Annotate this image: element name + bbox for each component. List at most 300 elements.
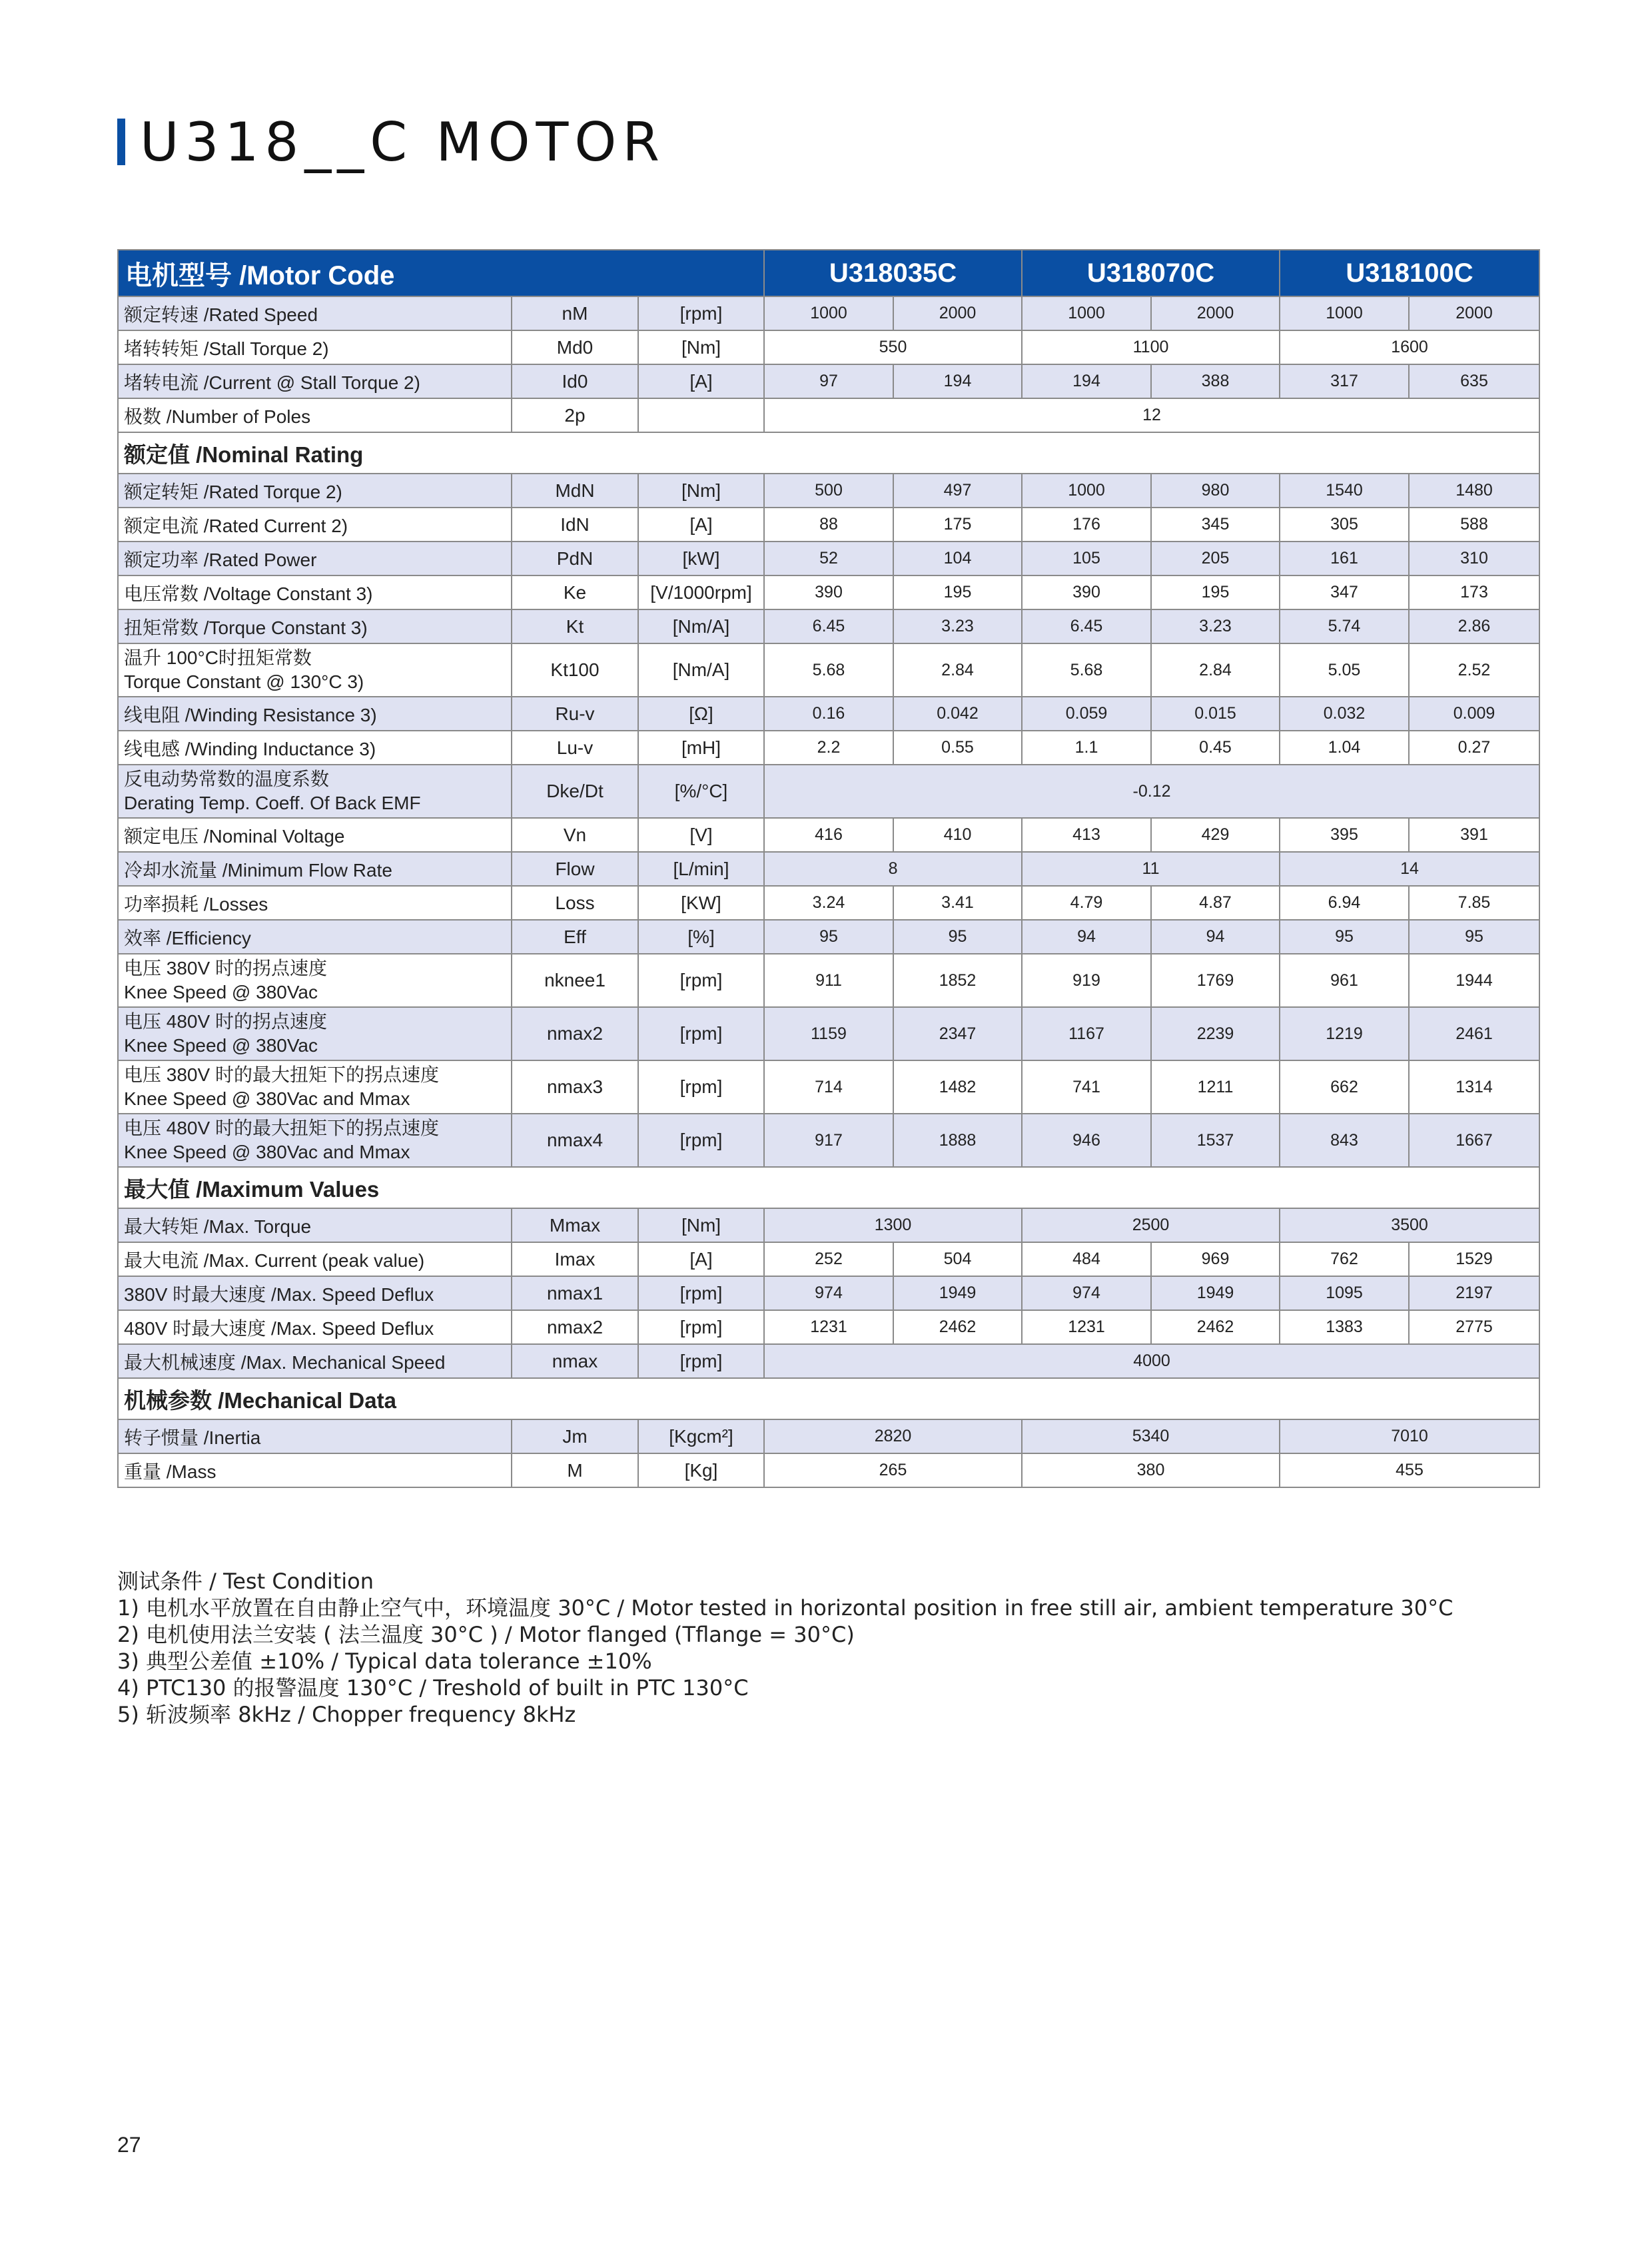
value-cell: 969 xyxy=(1151,1242,1280,1276)
parameter-label-text: 额定转速 /Rated Speed xyxy=(124,304,318,325)
value-cell: 5.74 xyxy=(1280,609,1409,643)
value-cell: 2.84 xyxy=(1151,643,1280,697)
value-cell: 195 xyxy=(893,575,1022,609)
symbol-cell: Eff xyxy=(512,920,638,954)
value-cell: 97 xyxy=(764,364,893,398)
value-cell: 95 xyxy=(893,920,1022,954)
value-cell: 1000 xyxy=(1022,474,1151,508)
parameter-label-text: 功率损耗 /Losses xyxy=(124,893,268,915)
parameter-label xyxy=(118,1310,512,1344)
symbol-cell: nmax3 xyxy=(512,1060,638,1114)
unit-cell: [A] xyxy=(638,364,764,398)
table-row xyxy=(118,474,1539,508)
value-cell: 416 xyxy=(764,818,893,852)
parameter-label-text: 线电感 /Winding Inductance 3) xyxy=(124,738,376,759)
value-cell: 550 xyxy=(764,330,1022,364)
value-cell: 380 xyxy=(1022,1453,1280,1487)
parameter-label-subtext: Knee Speed @ 380Vac xyxy=(124,982,318,1002)
table-row xyxy=(118,1276,1539,1310)
symbol-cell: Lu-v xyxy=(512,731,638,765)
unit-cell xyxy=(638,398,764,432)
value-cell: 1888 xyxy=(893,1114,1022,1167)
unit-cell: [Ω] xyxy=(638,697,764,731)
test-condition-title: 测试条件 / Test Condition xyxy=(117,1569,374,1594)
value-cell: 205 xyxy=(1151,542,1280,575)
value-cell: 1231 xyxy=(764,1310,893,1344)
parameter-label xyxy=(118,1276,512,1310)
parameter-label-text: 线电阻 /Winding Resistance 3) xyxy=(124,704,377,725)
table-header-row xyxy=(118,250,1539,296)
parameter-label-text: 额定功率 /Rated Power xyxy=(124,549,317,570)
value-cell: 1000 xyxy=(1280,296,1409,330)
parameter-label xyxy=(118,1208,512,1242)
value-cell: 2500 xyxy=(1022,1208,1280,1242)
value-cell: 105 xyxy=(1022,542,1151,575)
unit-cell: [Nm] xyxy=(638,1208,764,1242)
value-cell: 500 xyxy=(764,474,893,508)
value-cell: 2197 xyxy=(1409,1276,1539,1310)
symbol-cell: Imax xyxy=(512,1242,638,1276)
value-cell: 5.05 xyxy=(1280,643,1409,697)
parameter-label-text: 电压 380V 时的拐点速度 xyxy=(124,957,327,978)
value-cell: 317 xyxy=(1280,364,1409,398)
parameter-label-subtext: Torque Constant @ 130°C 3) xyxy=(124,671,364,692)
value-cell: 95 xyxy=(1409,920,1539,954)
value-cell: 484 xyxy=(1022,1242,1151,1276)
test-condition-line: 1) 电机水平放置在自由静止空气中，环境温度 30°C / Motor tested in horizontal position in free still air, ambient temperature 30°C xyxy=(117,1595,1453,1621)
value-cell: 1167 xyxy=(1022,1007,1151,1060)
value-cell: 195 xyxy=(1151,575,1280,609)
value-cell: 0.059 xyxy=(1022,697,1151,731)
parameter-label xyxy=(118,474,512,508)
parameter-label xyxy=(118,398,512,432)
parameter-label-text: 重量 /Mass xyxy=(124,1461,216,1482)
table-row xyxy=(118,1007,1539,1060)
value-cell: 1480 xyxy=(1409,474,1539,508)
symbol-cell: IdN xyxy=(512,508,638,542)
value-cell: 911 xyxy=(764,954,893,1007)
unit-cell: [Kgcm²] xyxy=(638,1419,764,1453)
value-cell: 455 xyxy=(1280,1453,1539,1487)
parameter-label xyxy=(118,818,512,852)
parameter-label-text: 温升 100°C时扭矩常数 xyxy=(124,647,312,668)
value-cell: 662 xyxy=(1280,1060,1409,1114)
parameter-label xyxy=(118,508,512,542)
value-cell: 504 xyxy=(893,1242,1022,1276)
symbol-cell: nmax1 xyxy=(512,1276,638,1310)
symbol-cell: Md0 xyxy=(512,330,638,364)
value-cell: 0.032 xyxy=(1280,697,1409,731)
value-cell: 497 xyxy=(893,474,1022,508)
value-cell: 388 xyxy=(1151,364,1280,398)
table-row xyxy=(118,954,1539,1007)
unit-cell: [rpm] xyxy=(638,1007,764,1060)
value-cell: 2461 xyxy=(1409,1007,1539,1060)
value-cell: 3500 xyxy=(1280,1208,1539,1242)
value-cell: 0.009 xyxy=(1409,697,1539,731)
parameter-label-text: 反电动势常数的温度系数 xyxy=(124,768,330,789)
table-row xyxy=(118,852,1539,886)
value-cell: 5.68 xyxy=(764,643,893,697)
symbol-cell: nknee1 xyxy=(512,954,638,1007)
value-cell: 391 xyxy=(1409,818,1539,852)
value-cell: 0.042 xyxy=(893,697,1022,731)
value-cell: 2462 xyxy=(893,1310,1022,1344)
table-row xyxy=(118,920,1539,954)
parameter-label-subtext: Knee Speed @ 380Vac and Mmax xyxy=(124,1088,410,1109)
value-cell: 1600 xyxy=(1280,330,1539,364)
value-cell: 94 xyxy=(1151,920,1280,954)
symbol-cell: PdN xyxy=(512,542,638,575)
value-cell: 588 xyxy=(1409,508,1539,542)
value-cell: 1944 xyxy=(1409,954,1539,1007)
section-header-row xyxy=(118,432,1539,474)
table-row xyxy=(118,1060,1539,1114)
test-condition-line: 2) 电机使用法兰安装 ( 法兰温度 30°C ) / Motor flanged (Tflange = 30°C) xyxy=(117,1622,855,1647)
parameter-label xyxy=(118,1060,512,1114)
unit-cell: [V/1000rpm] xyxy=(638,575,764,609)
symbol-cell: Jm xyxy=(512,1419,638,1453)
symbol-cell: M xyxy=(512,1453,638,1487)
value-cell: 1529 xyxy=(1409,1242,1539,1276)
value-cell: 265 xyxy=(764,1453,1022,1487)
value-cell: -0.12 xyxy=(764,765,1539,818)
value-cell: 4000 xyxy=(764,1344,1539,1378)
table-row xyxy=(118,886,1539,920)
value-cell: 961 xyxy=(1280,954,1409,1007)
unit-cell: [rpm] xyxy=(638,954,764,1007)
table-row xyxy=(118,398,1539,432)
motor-code-label: 电机型号 /Motor Code xyxy=(118,250,764,296)
unit-cell: [%] xyxy=(638,920,764,954)
value-cell: 714 xyxy=(764,1060,893,1114)
value-cell: 946 xyxy=(1022,1114,1151,1167)
value-cell: 1100 xyxy=(1022,330,1280,364)
table-row xyxy=(118,1242,1539,1276)
section-header-row xyxy=(118,1378,1539,1419)
parameter-label xyxy=(118,731,512,765)
value-cell: 14 xyxy=(1280,852,1539,886)
value-cell: 0.27 xyxy=(1409,731,1539,765)
parameter-label xyxy=(118,1453,512,1487)
symbol-cell: Mmax xyxy=(512,1208,638,1242)
value-cell: 173 xyxy=(1409,575,1539,609)
table-row xyxy=(118,697,1539,731)
value-cell: 0.16 xyxy=(764,697,893,731)
table-row xyxy=(118,1419,1539,1453)
parameter-label-text: 电压 380V 时的最大扭矩下的拐点速度 xyxy=(124,1064,439,1085)
value-cell: 1852 xyxy=(893,954,1022,1007)
value-cell: 635 xyxy=(1409,364,1539,398)
value-cell: 6.94 xyxy=(1280,886,1409,920)
value-cell: 1219 xyxy=(1280,1007,1409,1060)
symbol-cell: Ke xyxy=(512,575,638,609)
value-cell: 6.45 xyxy=(764,609,893,643)
value-cell: 2239 xyxy=(1151,1007,1280,1060)
symbol-cell: nmax4 xyxy=(512,1114,638,1167)
parameter-label xyxy=(118,364,512,398)
value-cell: 95 xyxy=(764,920,893,954)
parameter-label-text: 极数 /Number of Poles xyxy=(124,406,311,427)
value-cell: 390 xyxy=(1022,575,1151,609)
unit-cell: [V] xyxy=(638,818,764,852)
parameter-label xyxy=(118,1242,512,1276)
value-cell: 3.23 xyxy=(893,609,1022,643)
value-cell: 1540 xyxy=(1280,474,1409,508)
value-cell: 3.23 xyxy=(1151,609,1280,643)
value-cell: 974 xyxy=(1022,1276,1151,1310)
value-cell: 1231 xyxy=(1022,1310,1151,1344)
unit-cell: [Nm/A] xyxy=(638,643,764,697)
table-row xyxy=(118,508,1539,542)
value-cell: 2000 xyxy=(1409,296,1539,330)
value-cell: 194 xyxy=(893,364,1022,398)
parameter-label-text: 电压 480V 时的最大扭矩下的拐点速度 xyxy=(124,1117,439,1138)
value-cell: 1314 xyxy=(1409,1060,1539,1114)
value-cell: 1095 xyxy=(1280,1276,1409,1310)
table-row xyxy=(118,818,1539,852)
page-title: U318__C MOTOR xyxy=(140,111,665,173)
title-accent-bar xyxy=(117,119,125,165)
section-title: 最大值 /Maximum Values xyxy=(118,1167,1539,1208)
parameter-label xyxy=(118,296,512,330)
unit-cell: [kW] xyxy=(638,542,764,575)
value-cell: 413 xyxy=(1022,818,1151,852)
table-row xyxy=(118,1344,1539,1378)
parameter-label-subtext: Derating Temp. Coeff. Of Back EMF xyxy=(124,793,421,813)
value-cell: 2000 xyxy=(1151,296,1280,330)
value-cell: 3.41 xyxy=(893,886,1022,920)
parameter-label-text: 额定电压 /Nominal Voltage xyxy=(124,825,345,847)
value-cell: 175 xyxy=(893,508,1022,542)
table-row xyxy=(118,1310,1539,1344)
value-cell: 95 xyxy=(1280,920,1409,954)
test-condition-line: 3) 典型公差值 ±10% / Typical data tolerance ±10% xyxy=(117,1649,652,1674)
parameter-label-text: 堵转转矩 /Stall Torque 2) xyxy=(124,338,329,359)
value-cell: 390 xyxy=(764,575,893,609)
parameter-label-subtext: Knee Speed @ 380Vac and Mmax xyxy=(124,1142,410,1162)
unit-cell: [rpm] xyxy=(638,1114,764,1167)
parameter-label xyxy=(118,697,512,731)
table-row xyxy=(118,364,1539,398)
table-row xyxy=(118,643,1539,697)
symbol-cell: 2p xyxy=(512,398,638,432)
parameter-label xyxy=(118,1419,512,1453)
table-row xyxy=(118,330,1539,364)
symbol-cell: Dke/Dt xyxy=(512,765,638,818)
value-cell: 305 xyxy=(1280,508,1409,542)
value-cell: 1.1 xyxy=(1022,731,1151,765)
parameter-label-text: 冷却水流量 /Minimum Flow Rate xyxy=(124,859,392,881)
value-cell: 4.79 xyxy=(1022,886,1151,920)
value-cell: 410 xyxy=(893,818,1022,852)
table-row xyxy=(118,575,1539,609)
symbol-cell: Vn xyxy=(512,818,638,852)
value-cell: 12 xyxy=(764,398,1539,432)
parameter-label xyxy=(118,575,512,609)
value-cell: 1667 xyxy=(1409,1114,1539,1167)
value-cell: 2.52 xyxy=(1409,643,1539,697)
parameter-label-text: 电压 480V 时的拐点速度 xyxy=(124,1010,327,1032)
value-cell: 0.015 xyxy=(1151,697,1280,731)
value-cell: 762 xyxy=(1280,1242,1409,1276)
parameter-label xyxy=(118,954,512,1007)
unit-cell: [rpm] xyxy=(638,1060,764,1114)
value-cell: 7010 xyxy=(1280,1419,1539,1453)
value-cell: 1949 xyxy=(1151,1276,1280,1310)
unit-cell: [rpm] xyxy=(638,296,764,330)
value-cell: 1383 xyxy=(1280,1310,1409,1344)
table-row xyxy=(118,731,1539,765)
value-cell: 1000 xyxy=(764,296,893,330)
parameter-label-text: 最大机械速度 /Max. Mechanical Speed xyxy=(124,1351,446,1373)
value-cell: 917 xyxy=(764,1114,893,1167)
parameter-label xyxy=(118,920,512,954)
value-cell: 1159 xyxy=(764,1007,893,1060)
section-header-row xyxy=(118,1167,1539,1208)
symbol-cell: MdN xyxy=(512,474,638,508)
model-header: U318100C xyxy=(1280,250,1539,296)
parameter-label xyxy=(118,1007,512,1060)
value-cell: 161 xyxy=(1280,542,1409,575)
section-title: 机械参数 /Mechanical Data xyxy=(118,1378,1539,1419)
unit-cell: [rpm] xyxy=(638,1276,764,1310)
spec-table xyxy=(117,249,1540,1488)
value-cell: 1000 xyxy=(1022,296,1151,330)
value-cell: 8 xyxy=(764,852,1022,886)
value-cell: 0.45 xyxy=(1151,731,1280,765)
table-row xyxy=(118,1114,1539,1167)
parameter-label-text: 额定转矩 /Rated Torque 2) xyxy=(124,481,342,502)
value-cell: 2820 xyxy=(764,1419,1022,1453)
value-cell: 4.87 xyxy=(1151,886,1280,920)
parameter-label-text: 电压常数 /Voltage Constant 3) xyxy=(124,583,373,604)
parameter-label xyxy=(118,609,512,643)
model-header: U318035C xyxy=(764,250,1022,296)
value-cell: 1211 xyxy=(1151,1060,1280,1114)
symbol-cell: Flow xyxy=(512,852,638,886)
unit-cell: [L/min] xyxy=(638,852,764,886)
parameter-label xyxy=(118,852,512,886)
value-cell: 5340 xyxy=(1022,1419,1280,1453)
value-cell: 1482 xyxy=(893,1060,1022,1114)
unit-cell: [KW] xyxy=(638,886,764,920)
parameter-label xyxy=(118,1114,512,1167)
unit-cell: [Kg] xyxy=(638,1453,764,1487)
unit-cell: [rpm] xyxy=(638,1344,764,1378)
symbol-cell: Id0 xyxy=(512,364,638,398)
value-cell: 1769 xyxy=(1151,954,1280,1007)
table-row xyxy=(118,1453,1539,1487)
unit-cell: [A] xyxy=(638,1242,764,1276)
value-cell: 974 xyxy=(764,1276,893,1310)
table-row xyxy=(118,765,1539,818)
test-condition-line: 4) PTC130 的报警温度 130°C / Treshold of built in PTC 130°C xyxy=(117,1675,749,1700)
value-cell: 0.55 xyxy=(893,731,1022,765)
symbol-cell: Kt xyxy=(512,609,638,643)
value-cell: 2.2 xyxy=(764,731,893,765)
value-cell: 52 xyxy=(764,542,893,575)
value-cell: 252 xyxy=(764,1242,893,1276)
unit-cell: [Nm/A] xyxy=(638,609,764,643)
value-cell: 5.68 xyxy=(1022,643,1151,697)
value-cell: 1300 xyxy=(764,1208,1022,1242)
page-number: 27 xyxy=(117,2133,141,2157)
table-row xyxy=(118,1208,1539,1242)
symbol-cell: nmax xyxy=(512,1344,638,1378)
value-cell: 94 xyxy=(1022,920,1151,954)
value-cell: 3.24 xyxy=(764,886,893,920)
symbol-cell: nM xyxy=(512,296,638,330)
parameter-label-text: 最大转矩 /Max. Torque xyxy=(124,1216,312,1237)
value-cell: 2.84 xyxy=(893,643,1022,697)
parameter-label-text: 最大电流 /Max. Current (peak value) xyxy=(124,1250,425,1271)
parameter-label-text: 堵转电流 /Current @ Stall Torque 2) xyxy=(124,372,420,393)
value-cell: 741 xyxy=(1022,1060,1151,1114)
value-cell: 194 xyxy=(1022,364,1151,398)
value-cell: 2462 xyxy=(1151,1310,1280,1344)
parameter-label xyxy=(118,886,512,920)
parameter-label-text: 效率 /Efficiency xyxy=(124,927,251,948)
value-cell: 2000 xyxy=(893,296,1022,330)
model-header: U318070C xyxy=(1022,250,1280,296)
unit-cell: [A] xyxy=(638,508,764,542)
parameter-label-text: 转子惯量 /Inertia xyxy=(124,1427,261,1448)
value-cell: 6.45 xyxy=(1022,609,1151,643)
value-cell: 310 xyxy=(1409,542,1539,575)
unit-cell: [%/°C] xyxy=(638,765,764,818)
parameter-label xyxy=(118,330,512,364)
unit-cell: [mH] xyxy=(638,731,764,765)
value-cell: 88 xyxy=(764,508,893,542)
parameter-label-subtext: Knee Speed @ 380Vac xyxy=(124,1035,318,1056)
symbol-cell: Loss xyxy=(512,886,638,920)
value-cell: 2.86 xyxy=(1409,609,1539,643)
parameter-label xyxy=(118,1344,512,1378)
unit-cell: [rpm] xyxy=(638,1310,764,1344)
parameter-label-text: 扭矩常数 /Torque Constant 3) xyxy=(124,617,368,638)
table-row xyxy=(118,609,1539,643)
symbol-cell: Kt100 xyxy=(512,643,638,697)
section-title: 额定值 /Nominal Rating xyxy=(118,432,1539,474)
parameter-label-text: 380V 时最大速度 /Max. Speed Deflux xyxy=(124,1284,434,1305)
value-cell: 980 xyxy=(1151,474,1280,508)
value-cell: 176 xyxy=(1022,508,1151,542)
table-row xyxy=(118,542,1539,575)
parameter-label xyxy=(118,765,512,818)
unit-cell: [Nm] xyxy=(638,330,764,364)
value-cell: 345 xyxy=(1151,508,1280,542)
test-conditions xyxy=(117,1568,1453,1728)
value-cell: 11 xyxy=(1022,852,1280,886)
parameter-label xyxy=(118,643,512,697)
value-cell: 347 xyxy=(1280,575,1409,609)
test-condition-line: 5) 斩波频率 8kHz / Chopper frequency 8kHz xyxy=(117,1702,576,1727)
parameter-label-text: 480V 时最大速度 /Max. Speed Deflux xyxy=(124,1317,434,1339)
value-cell: 395 xyxy=(1280,818,1409,852)
value-cell: 7.85 xyxy=(1409,886,1539,920)
value-cell: 1537 xyxy=(1151,1114,1280,1167)
value-cell: 843 xyxy=(1280,1114,1409,1167)
unit-cell: [Nm] xyxy=(638,474,764,508)
parameter-label-text: 额定电流 /Rated Current 2) xyxy=(124,515,348,536)
symbol-cell: Ru-v xyxy=(512,697,638,731)
parameter-label xyxy=(118,542,512,575)
value-cell: 429 xyxy=(1151,818,1280,852)
symbol-cell: nmax2 xyxy=(512,1310,638,1344)
table-row xyxy=(118,296,1539,330)
symbol-cell: nmax2 xyxy=(512,1007,638,1060)
